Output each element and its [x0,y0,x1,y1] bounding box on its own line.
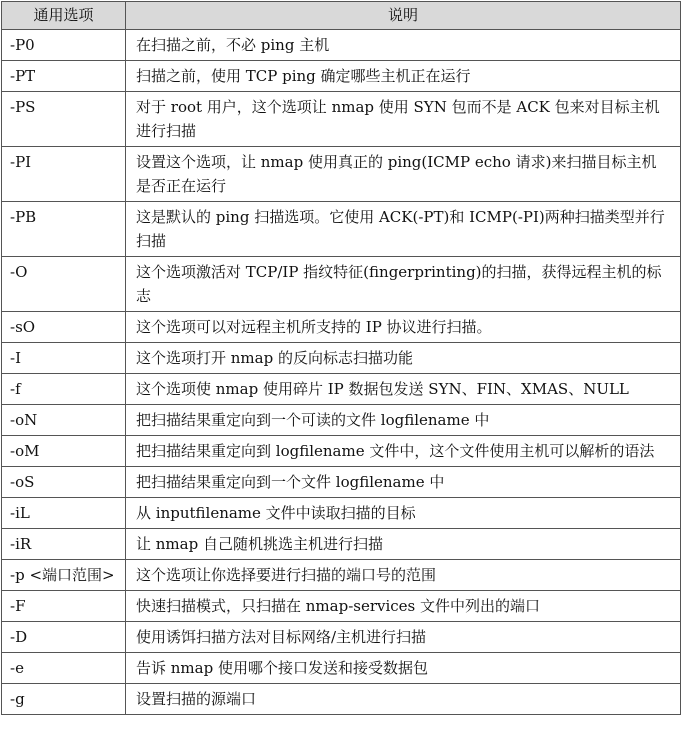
description-cell: 扫描之前，使用 TCP ping 确定哪些主机正在运行 [126,61,681,92]
description-cell: 设置这个选项，让 nmap 使用真正的 ping(ICMP echo 请求)来扫描目标主机是否正在运行 [126,147,681,202]
table-row [2,622,681,653]
option-cell: -p <端口范围> [2,560,126,591]
option-cell: -iR [2,529,126,560]
table-row [2,684,681,715]
option-cell: -sO [2,312,126,343]
table-body [2,30,681,715]
option-cell: -O [2,257,126,312]
option-cell: -I [2,343,126,374]
description-cell: 让 nmap 自己随机挑选主机进行扫描 [126,529,681,560]
option-cell: -f [2,374,126,405]
table-header [2,2,681,30]
table-row [2,498,681,529]
table-row [2,202,681,257]
option-cell: -F [2,591,126,622]
description-cell: 这是默认的 ping 扫描选项。它使用 ACK(-PT)和 ICMP(-PI)两种扫描类型并行扫描 [126,202,681,257]
option-cell: -PI [2,147,126,202]
options-table [1,1,681,715]
table-row [2,529,681,560]
option-cell: -e [2,653,126,684]
description-cell: 这个选项让你选择要进行扫描的端口号的范围 [126,560,681,591]
table-row [2,92,681,147]
option-cell: -D [2,622,126,653]
description-cell: 这个选项激活对 TCP/IP 指纹特征(fingerprinting)的扫描，获得远程主机的标志 [126,257,681,312]
option-cell: -oM [2,436,126,467]
table-row [2,257,681,312]
table-row [2,591,681,622]
description-cell: 使用诱饵扫描方法对目标网络/主机进行扫描 [126,622,681,653]
option-cell: -PS [2,92,126,147]
header-option: 通用选项 [2,2,126,30]
option-cell: -oN [2,405,126,436]
table-row [2,61,681,92]
option-cell: -PB [2,202,126,257]
option-cell: -P0 [2,30,126,61]
header-row [2,2,681,30]
table-row [2,405,681,436]
table-row [2,653,681,684]
option-cell: -oS [2,467,126,498]
description-cell: 告诉 nmap 使用哪个接口发送和接受数据包 [126,653,681,684]
description-cell: 从 inputfilename 文件中读取扫描的目标 [126,498,681,529]
description-cell: 快速扫描模式，只扫描在 nmap-services 文件中列出的端口 [126,591,681,622]
description-cell: 设置扫描的源端口 [126,684,681,715]
table-row [2,312,681,343]
header-description: 说明 [126,2,681,30]
table-row [2,467,681,498]
description-cell: 把扫描结果重定向到 logfilename 文件中，这个文件使用主机可以解析的语法 [126,436,681,467]
description-cell: 这个选项可以对远程主机所支持的 IP 协议进行扫描。 [126,312,681,343]
option-cell: -PT [2,61,126,92]
description-cell: 把扫描结果重定向到一个文件 logfilename 中 [126,467,681,498]
table-row [2,436,681,467]
table-row [2,343,681,374]
option-cell: -iL [2,498,126,529]
description-cell: 在扫描之前，不必 ping 主机 [126,30,681,61]
table-row [2,147,681,202]
description-cell: 对于 root 用户，这个选项让 nmap 使用 SYN 包而不是 ACK 包来对目标主机进行扫描 [126,92,681,147]
table-row [2,374,681,405]
description-cell: 这个选项使 nmap 使用碎片 IP 数据包发送 SYN、FIN、XMAS、NULL [126,374,681,405]
description-cell: 把扫描结果重定向到一个可读的文件 logfilename 中 [126,405,681,436]
table-row [2,560,681,591]
option-cell: -g [2,684,126,715]
description-cell: 这个选项打开 nmap 的反向标志扫描功能 [126,343,681,374]
table-row [2,30,681,61]
